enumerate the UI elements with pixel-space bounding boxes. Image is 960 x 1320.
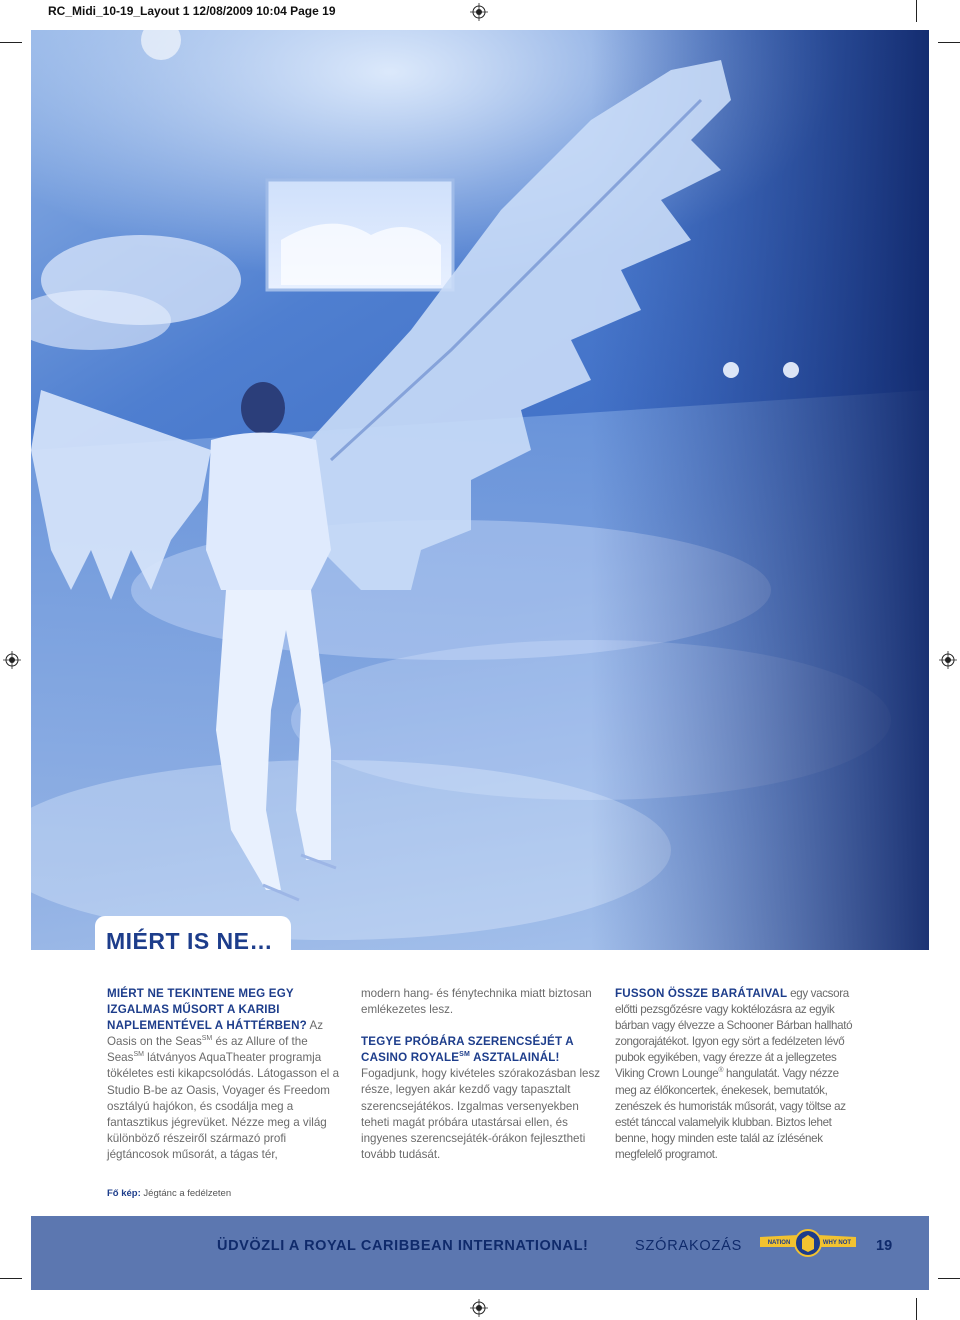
service-mark: SM xyxy=(459,1051,471,1059)
caption-text: Jégtánc a fedélzeten xyxy=(143,1188,232,1199)
footer-welcome: ÜDVÖZLI A ROYAL CARIBBEAN INTERNATIONAL! xyxy=(217,1238,589,1254)
crop-mark xyxy=(938,1278,960,1279)
heading-text: ASZTALAINÁL! xyxy=(473,1051,560,1065)
registration-mark-icon xyxy=(470,3,488,21)
body-text: modern hang- és fénytechnika miatt biztosan emlékezetes lesz. xyxy=(361,987,592,1017)
body-text: látványos AquaTheater programja tökéletes esti kikapcsolódás. Látogasson el a Studio B-be az Oasis, Voyager és Freedom osztályú hajókon, és csodálja meg a fantasztikus jégrevüket. Nézze meg a világ különböző részeiről származó profi jégtáncosok műsorát, a tágas tér, xyxy=(107,1051,340,1161)
column-heading: MIÉRT NE TEKINTENE MEG EGY IZGALMAS MŰSORT A KARIBI NAPLEMENTÉVEL A HÁTTÉRBEN? xyxy=(107,987,307,1033)
service-mark: SM xyxy=(201,1035,213,1043)
service-mark: SM xyxy=(133,1051,144,1059)
page-title: MIÉRT IS NE… xyxy=(106,928,274,954)
photo-caption xyxy=(107,1188,231,1199)
page-number: 19 xyxy=(876,1238,893,1254)
royal-caribbean-logo-icon xyxy=(758,1227,858,1261)
footer-section-name: SZÓRAKOZÁS xyxy=(635,1238,743,1254)
text-column-1 xyxy=(107,986,347,1163)
text-column-3 xyxy=(615,986,855,1163)
crop-mark xyxy=(938,42,960,43)
heading-text: TEGYE PRÓBÁRA SZERENCSÉJÉT A CASINO ROYALE xyxy=(361,1035,574,1065)
column-heading: FUSSON ÖSSZE BARÁTAIVAL xyxy=(615,987,788,1000)
crop-mark xyxy=(0,42,22,43)
column-heading xyxy=(361,1034,601,1066)
printer-slug: RC_Midi_10-19_Layout 1 12/08/2009 10:04 Page 19 xyxy=(48,4,336,18)
registration-mark-icon xyxy=(3,651,21,669)
crop-mark xyxy=(916,1298,917,1320)
body-text: Fogadjunk, hogy kivételes szórakozásban lesz része, legyen akár kezdő vagy tapasztalt szerencsejátékos. Izgalmas versenyekben teheti magát próbára utastársai ellen, és ingyenes szerencsejáték-órákon fejlesztheti tovább tudását. xyxy=(361,1067,601,1161)
registered-mark: ® xyxy=(718,1067,724,1075)
registration-mark-icon xyxy=(470,1299,488,1317)
logo-text-right: WHY NOT xyxy=(822,1240,852,1246)
body-text: egy vacsora előtti pezsgőzésre vagy koktélozásra az egyik bárban vagy élvezze a Schooner Bárban hallható zongorajátékot. Igyon egy sört a fedélzeten lévő pubok egyikében, vagy érezze át a jellegzetes Viking Crown Lounge xyxy=(615,987,853,1081)
hero-photo xyxy=(31,30,929,950)
logo-text-left: NATION xyxy=(767,1240,791,1246)
body-text: Az Oasis on the Seas xyxy=(107,1019,324,1049)
text-column-2 xyxy=(361,986,601,1163)
crop-mark xyxy=(0,1278,22,1279)
body-text: és az Allure of the Seas xyxy=(107,1035,308,1065)
caption-label: Fő kép: xyxy=(107,1188,141,1199)
crop-mark xyxy=(916,0,917,22)
body-text: hangulatát. Vagy nézze meg az élőkoncertek, énekesek, bemutatók, zenészek és humoristák műsorát, vagy töltse az estét tánccal valamelyik klubban. Biztos lehet benne, hogy minden este talál az ízlésének megfelelő programot. xyxy=(615,1067,846,1161)
registration-mark-icon xyxy=(939,651,957,669)
